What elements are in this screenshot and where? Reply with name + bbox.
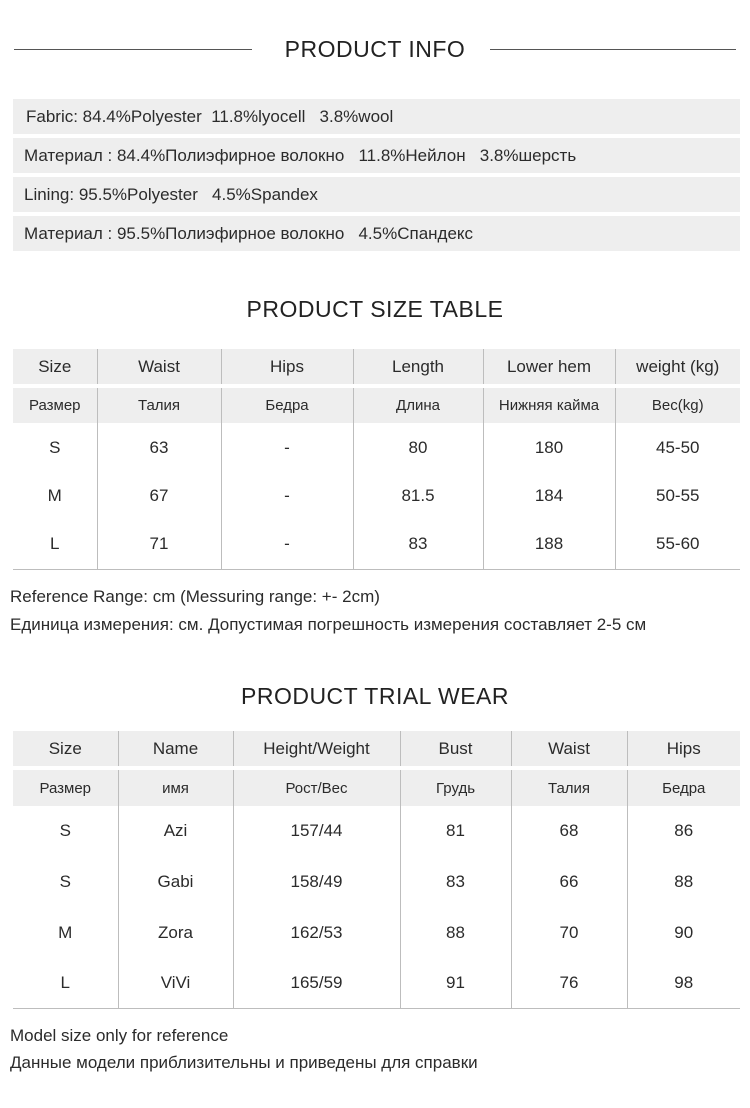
table-cell: 88 (400, 907, 511, 958)
table-cell: 45-50 (656, 437, 700, 457)
header-cell: Вес(kg) (615, 388, 740, 423)
table-cell: 71 (97, 520, 221, 569)
header-cell: Height/Weight (233, 731, 400, 766)
table-cell: L (13, 520, 97, 569)
header-cell: Нижняя кайма (483, 388, 615, 423)
table-row (13, 806, 740, 856)
info-fabric-ru: Материал : 84.4%Полиэфирное волокно 11.8%Нейлон 3.8%шерсть (13, 138, 740, 173)
size-table-title-row (0, 296, 750, 323)
table-cell: 184 (483, 472, 615, 520)
table-cell: Gabi (118, 856, 233, 907)
header-cell: Size (13, 731, 118, 766)
header-cell: Bust (400, 731, 511, 766)
table-row (13, 958, 740, 1008)
table-cell: S (13, 856, 118, 907)
size-note-en: Reference Range: cm (Messuring range: +- 2cm) (10, 587, 380, 606)
table-cell: 157/44 (233, 806, 400, 856)
header-cell: Бедра (221, 388, 353, 423)
table-cell: 80 (353, 423, 483, 472)
header-cell: Грудь (400, 770, 511, 806)
table-cell: 83 (353, 520, 483, 569)
table-cell: 86 (674, 821, 694, 840)
table-cell: 188 (483, 520, 615, 569)
table-cell: L (13, 958, 118, 1008)
info-lining: Lining: 95.5%Polyester 4.5%Spandex (13, 177, 740, 212)
size-note-ru: Единица измерения: см. Допустимая погрешность измерения составляет 2-5 см (10, 615, 647, 634)
table-cell: - (221, 520, 353, 569)
table-cell: 90 (674, 922, 694, 942)
table-cell: 91 (400, 958, 511, 1008)
product-info-title-row (0, 36, 750, 63)
trial-table-header-ru (13, 770, 740, 806)
table-cell: 83 (400, 856, 511, 907)
table-row (13, 907, 740, 958)
table-cell: 158/49 (233, 856, 400, 907)
table-cell: M (13, 472, 97, 520)
table-cell: Azi (118, 806, 233, 856)
trial-note-ru: Данные модели приблизительны и приведены для справки (10, 1053, 478, 1072)
table-cell: 67 (97, 472, 221, 520)
header-cell: Length (353, 349, 483, 384)
header-cell: Size (13, 349, 97, 384)
trial-table-header-en (13, 731, 740, 766)
header-cell: weight (kg) (615, 349, 740, 384)
trial-table (13, 731, 740, 1009)
table-cell: 88 (674, 871, 694, 891)
table-cell: 63 (97, 423, 221, 472)
header-cell: Name (118, 731, 233, 766)
table-cell: Zora (118, 907, 233, 958)
header-cell: Талия (511, 770, 627, 806)
info-fabric: Fabric: 84.4%Polyester 11.8%lyocell 3.8%wool (13, 99, 740, 134)
table-cell: 50-55 (656, 486, 700, 505)
table-cell: 162/53 (233, 907, 400, 958)
header-cell: имя (118, 770, 233, 806)
table-cell: 180 (483, 423, 615, 472)
table-cell: 68 (511, 806, 627, 856)
header-cell: Размер (13, 388, 97, 423)
header-cell: Waist (511, 731, 627, 766)
table-cell: S (13, 806, 118, 856)
table-cell: ViVi (118, 958, 233, 1008)
table-row (13, 856, 740, 907)
header-cell: Рост/Вес (233, 770, 400, 806)
header-cell: Длина (353, 388, 483, 423)
header-cell: Lower hem (483, 349, 615, 384)
table-cell: M (13, 907, 118, 958)
table-cell: 81 (400, 806, 511, 856)
size-table-header-en (13, 349, 740, 384)
table-cell: S (13, 423, 97, 472)
header-cell: Талия (97, 388, 221, 423)
table-row (13, 472, 740, 520)
size-table-title: PRODUCT SIZE TABLE (246, 296, 504, 322)
table-cell: 98 (627, 958, 740, 1008)
product-info-title: PRODUCT INFO (284, 36, 466, 62)
table-row (13, 520, 740, 569)
header-cell: Waist (97, 349, 221, 384)
header-cell: Бедра (627, 770, 740, 806)
header-cell: Hips (627, 731, 740, 766)
table-row (13, 423, 740, 472)
info-lining-ru: Материал : 95.5%Полиэфирное волокно 4.5%Спандекс (13, 216, 740, 251)
header-cell: Hips (221, 349, 353, 384)
table-cell: 70 (511, 907, 627, 958)
table-cell: 66 (511, 856, 627, 907)
table-cell: 76 (511, 958, 627, 1008)
size-table-header-ru (13, 388, 740, 423)
header-cell: Размер (13, 770, 118, 806)
table-cell: 55-60 (615, 520, 740, 569)
size-table (13, 349, 740, 570)
trial-note-en: Model size only for reference (10, 1026, 229, 1045)
table-cell: - (221, 423, 353, 472)
table-cell: - (221, 472, 353, 520)
trial-wear-title: PRODUCT TRIAL WEAR (241, 683, 509, 709)
table-cell: 81.5 (353, 472, 483, 520)
trial-wear-title-row (0, 683, 750, 710)
table-cell: 165/59 (233, 958, 400, 1008)
